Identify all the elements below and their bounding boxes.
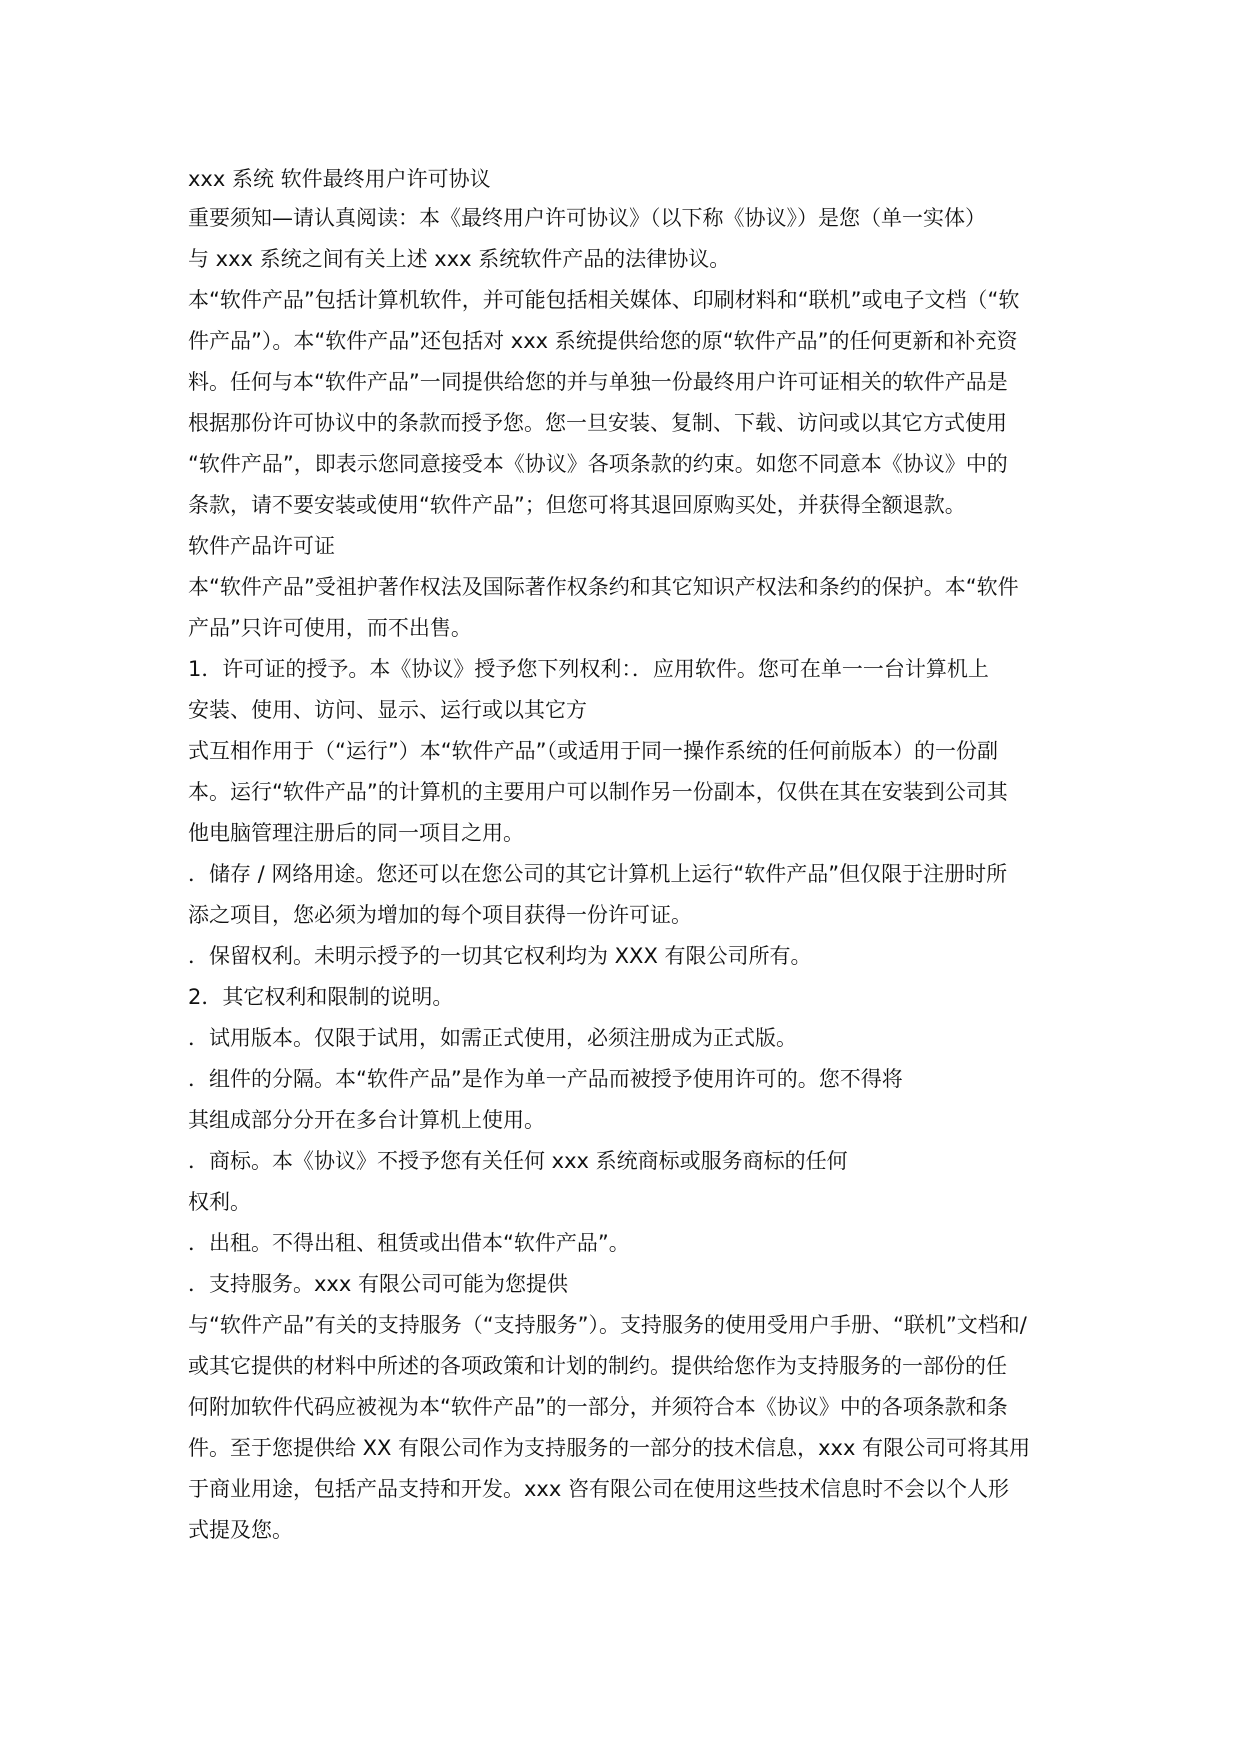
text-line: 料。任何与本“软件产品”一同提供给您的并与单独一份最终用户许可证相关的软件产品是 bbox=[188, 370, 1008, 394]
text-line: 1．许可证的授予。本《协议》授予您下列权利：．应用软件。您可在单一一台计算机上 bbox=[188, 657, 989, 681]
text-line: 条款，请不要安装或使用“软件产品”；但您可将其退回原购买处，并获得全额退款。 bbox=[188, 493, 966, 517]
text-line: 本“软件产品”受祖护著作权法及国际著作权条约和其它知识产权法和条约的保护。本“软件 bbox=[188, 575, 1019, 599]
text-line: 件产品”）。本“软件产品”还包括对 xxx 系统提供给您的原“软件产品”的任何更新和补充资 bbox=[188, 329, 1018, 353]
text-line: 与“软件产品”有关的支持服务（“支持服务”）。支持服务的使用受用户手册、“联机”文档和/ bbox=[188, 1313, 1027, 1337]
text-line: 与 xxx 系统之间有关上述 xxx 系统软件产品的法律协议。 bbox=[188, 247, 731, 271]
text-line: ．出租。不得出租、租赁或出借本“软件产品”。 bbox=[188, 1231, 630, 1255]
text-line: 他电脑管理注册后的同一项目之用。 bbox=[188, 821, 524, 845]
text-line: ．商标。本《协议》不授予您有关任何 xxx 系统商标或服务商标的任何 bbox=[188, 1149, 848, 1173]
text-line: 于商业用途，包括产品支持和开发。xxx 咨有限公司在使用这些技术信息时不会以个人形 bbox=[188, 1477, 1009, 1501]
text-line: ．保留权利。未明示授予的一切其它权利均为 XXX 有限公司所有。 bbox=[188, 944, 812, 968]
text-line: 何附加软件代码应被视为本“软件产品”的一部分，并须符合本《协议》中的各项条款和条 bbox=[188, 1395, 1008, 1419]
text-line: ．储存 / 网络用途。您还可以在您公司的其它计算机上运行“软件产品”但仅限于注册时所 bbox=[188, 862, 1008, 886]
text-line: 重要须知—请认真阅读：本《最终用户许可协议》（以下称《协议》）是您（单一实体） bbox=[188, 206, 986, 230]
text-line: ．支持服务。xxx 有限公司可能为您提供 bbox=[188, 1272, 568, 1296]
section-heading: 软件产品许可证 bbox=[188, 534, 335, 558]
text-line: 或其它提供的材料中所述的各项政策和计划的制约。提供给您作为支持服务的一部份的任 bbox=[188, 1354, 1007, 1378]
text-line: 安装、使用、访问、显示、运行或以其它方 bbox=[188, 698, 587, 722]
text-line: ．组件的分隔。本“软件产品”是作为单一产品而被授予使用许可的。您不得将 bbox=[188, 1067, 903, 1091]
document-title: xxx 系统 软件最终用户许可协议 bbox=[188, 167, 491, 191]
text-line: 2．其它权利和限制的说明。 bbox=[188, 985, 454, 1009]
text-line: 式提及您。 bbox=[188, 1518, 293, 1542]
text-line: 件。至于您提供给 XX 有限公司作为支持服务的一部分的技术信息，xxx 有限公司可将其用 bbox=[188, 1436, 1031, 1460]
text-line: 其组成部分分开在多台计算机上使用。 bbox=[188, 1108, 545, 1132]
text-line: 添之项目，您必须为增加的每个项目获得一份许可证。 bbox=[188, 903, 692, 927]
text-line: 式互相作用于（“运行”）本“软件产品”（或适用于同一操作系统的任何前版本）的一份副 bbox=[188, 739, 999, 763]
text-line: 产品”只许可使用，而不出售。 bbox=[188, 616, 472, 640]
text-line: 根据那份许可协议中的条款而授予您。您一旦安装、复制、下载、访问或以其它方式使用 bbox=[188, 411, 1007, 435]
text-line: ．试用版本。仅限于试用，如需正式使用，必须注册成为正式版。 bbox=[188, 1026, 797, 1050]
text-line: 本。运行“软件产品”的计算机的主要用户可以制作另一份副本，仅供在其在安装到公司其 bbox=[188, 780, 1008, 804]
text-line: 本“软件产品”包括计算机软件，并可能包括相关媒体、印刷材料和“联机”或电子文档（“软 bbox=[188, 288, 1020, 312]
text-line: “软件产品”，即表示您同意接受本《协议》各项条款的约束。如您不同意本《协议》中的 bbox=[188, 452, 1008, 476]
text-line: 权利。 bbox=[188, 1190, 251, 1214]
document-body bbox=[188, 160, 1068, 1551]
